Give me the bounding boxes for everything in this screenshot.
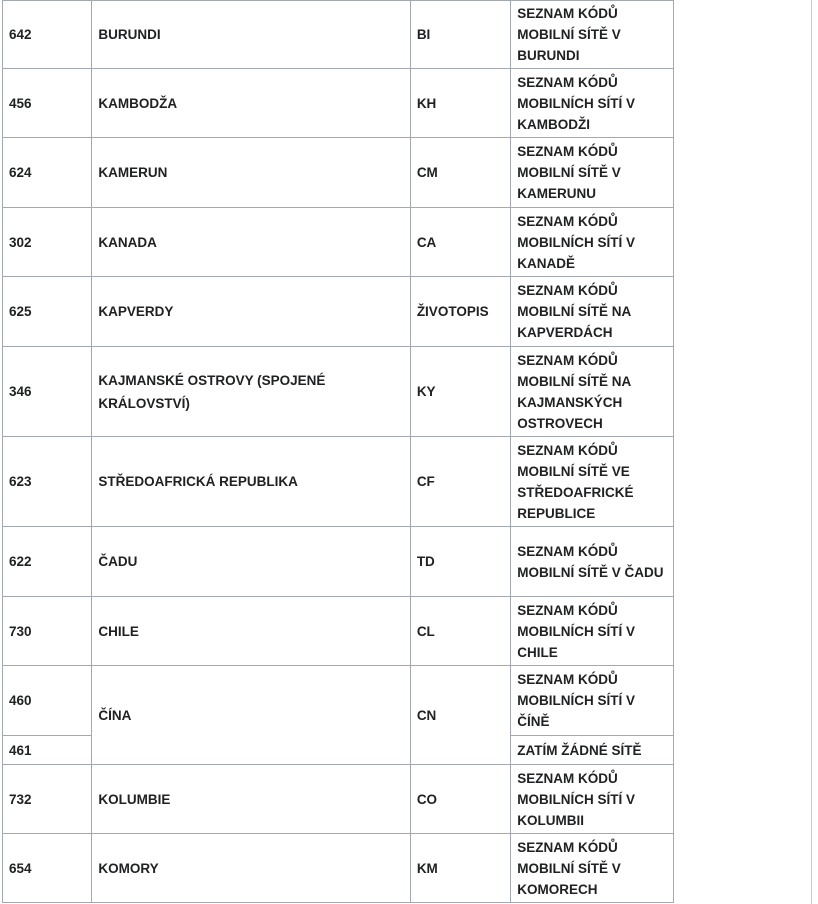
iso-cell: KM bbox=[410, 834, 510, 903]
mcc-cell: 302 bbox=[3, 208, 92, 277]
country-cell[interactable]: STŘEDOAFRICKÁ REPUBLIKA bbox=[92, 437, 410, 527]
mnc-list-link[interactable]: SEZNAM KÓDŮ MOBILNÍCH SÍTÍ V KOLUMBII bbox=[511, 765, 674, 834]
mcc-cell: 623 bbox=[3, 437, 92, 527]
iso-cell: CA bbox=[410, 208, 510, 277]
country-cell[interactable]: BURUNDI bbox=[92, 1, 410, 69]
mcc-cell: 732 bbox=[3, 765, 92, 834]
country-cell[interactable]: KAPVERDY bbox=[92, 277, 410, 347]
country-cell[interactable]: CHILE bbox=[92, 597, 410, 666]
iso-cell: CM bbox=[410, 138, 510, 208]
mnc-list-link[interactable]: SEZNAM KÓDŮ MOBILNÍ SÍTĚ VE STŘEDOAFRICKÉ REPUBLICE bbox=[511, 437, 674, 527]
mnc-list-link[interactable]: SEZNAM KÓDŮ MOBILNÍ SÍTĚ NA KAPVERDÁCH bbox=[511, 277, 674, 347]
mnc-list-link[interactable]: SEZNAM KÓDŮ MOBILNÍCH SÍTÍ V CHILE bbox=[511, 597, 674, 666]
table-row bbox=[3, 834, 674, 903]
country-cell[interactable]: KOMORY bbox=[92, 834, 410, 903]
mnc-list-link[interactable]: SEZNAM KÓDŮ MOBILNÍ SÍTĚ V ČADU bbox=[511, 527, 674, 597]
country-cell[interactable]: KAMERUN bbox=[92, 138, 410, 208]
table-row bbox=[3, 597, 674, 666]
table-row bbox=[3, 666, 674, 736]
iso-cell: CF bbox=[410, 437, 510, 527]
mnc-list-link[interactable]: SEZNAM KÓDŮ MOBILNÍ SÍTĚ V KAMERUNU bbox=[511, 138, 674, 208]
mnc-list-link[interactable]: SEZNAM KÓDŮ MOBILNÍCH SÍTÍ V KANADĚ bbox=[511, 208, 674, 277]
mnc-list-link[interactable]: SEZNAM KÓDŮ MOBILNÍCH SÍTÍ V ČÍNĚ bbox=[511, 666, 674, 736]
mcc-cell: 460 bbox=[3, 666, 92, 736]
mcc-cell: 624 bbox=[3, 138, 92, 208]
table-row bbox=[3, 765, 674, 834]
content-right-border bbox=[811, 0, 812, 904]
iso-cell: KH bbox=[410, 69, 510, 138]
mcc-table bbox=[2, 0, 674, 903]
mnc-list-link[interactable]: SEZNAM KÓDŮ MOBILNÍ SÍTĚ V KOMORECH bbox=[511, 834, 674, 903]
country-cell[interactable]: ČADU bbox=[92, 527, 410, 597]
iso-cell: CN bbox=[410, 666, 510, 765]
iso-cell: BI bbox=[410, 1, 510, 69]
mnc-list-link[interactable]: SEZNAM KÓDŮ MOBILNÍCH SÍTÍ V KAMBODŽI bbox=[511, 69, 674, 138]
table-row bbox=[3, 437, 674, 527]
iso-cell: CO bbox=[410, 765, 510, 834]
mnc-list-link[interactable]: SEZNAM KÓDŮ MOBILNÍ SÍTĚ V BURUNDI bbox=[511, 1, 674, 69]
country-cell[interactable]: ČÍNA bbox=[92, 666, 410, 765]
mcc-cell: 456 bbox=[3, 69, 92, 138]
table-row bbox=[3, 138, 674, 208]
mcc-cell: 625 bbox=[3, 277, 92, 347]
table-row bbox=[3, 277, 674, 347]
mcc-cell: 642 bbox=[3, 1, 92, 69]
mnc-cell: ZATÍM ŽÁDNÉ SÍTĚ bbox=[511, 736, 674, 765]
mcc-cell: 346 bbox=[3, 347, 92, 437]
table-row bbox=[3, 347, 674, 437]
table-row bbox=[3, 1, 674, 69]
table-row bbox=[3, 208, 674, 277]
country-cell[interactable]: KAMBODŽA bbox=[92, 69, 410, 138]
table-row bbox=[3, 527, 674, 597]
mcc-cell: 730 bbox=[3, 597, 92, 666]
iso-cell: KY bbox=[410, 347, 510, 437]
iso-cell: TD bbox=[410, 527, 510, 597]
mcc-cell: 654 bbox=[3, 834, 92, 903]
table-row bbox=[3, 69, 674, 138]
mnc-list-link[interactable]: SEZNAM KÓDŮ MOBILNÍ SÍTĚ NA KAJMANSKÝCH OSTROVECH bbox=[511, 347, 674, 437]
iso-cell[interactable]: ŽIVOTOPIS bbox=[410, 277, 510, 347]
country-cell[interactable]: KAJMANSKÉ OSTROVY (SPOJENÉ KRÁLOVSTVÍ) bbox=[92, 347, 410, 437]
mcc-cell: 622 bbox=[3, 527, 92, 597]
mcc-cell: 461 bbox=[3, 736, 92, 765]
iso-cell: CL bbox=[410, 597, 510, 666]
country-cell[interactable]: KOLUMBIE bbox=[92, 765, 410, 834]
country-cell[interactable]: KANADA bbox=[92, 208, 410, 277]
